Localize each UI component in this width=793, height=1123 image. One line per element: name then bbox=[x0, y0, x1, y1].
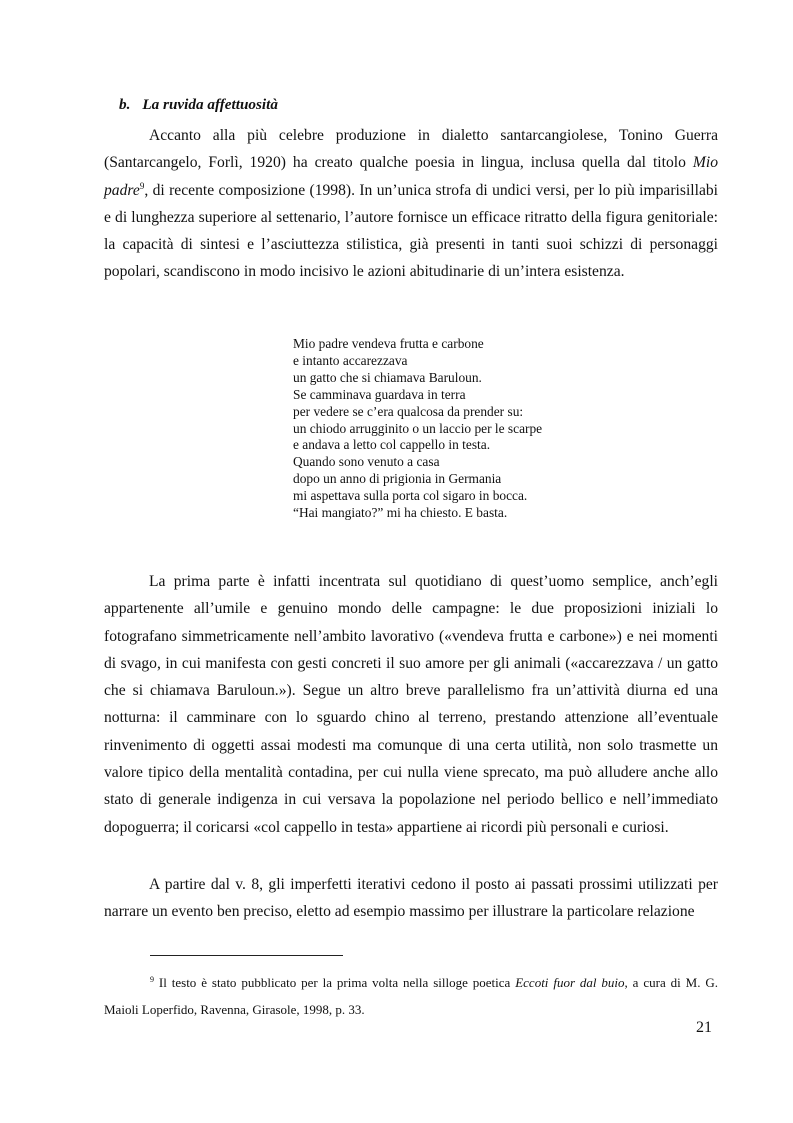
footnote-text-end: , a cura di M. G. Maioli Loperfido, Ravenna, Girasole, 1998, p. 33. bbox=[104, 975, 718, 1017]
paragraph-continuation bbox=[104, 871, 718, 926]
poem-title-reference: Mio padre bbox=[104, 154, 718, 199]
poem-quotation bbox=[293, 336, 542, 522]
poem-line: Quando sono venuto a casa bbox=[293, 454, 440, 470]
poem-line: Se camminava guardava in terra bbox=[293, 386, 466, 402]
poem-line: dopo un anno di prigionia in Germania bbox=[293, 471, 502, 487]
footnote-number: 9 bbox=[150, 975, 154, 984]
section-heading bbox=[119, 96, 278, 114]
paragraph-intro bbox=[104, 122, 718, 286]
footnote-separator bbox=[150, 955, 343, 956]
footnote-reference: 9 bbox=[139, 180, 145, 191]
paragraph-continuation-text: A partire dal v. 8, gli imperfetti iterativi cedono il posto ai passati prossimi utilizzati per narrare un evento ben preciso, eletto ad esempio massimo per illustrare la particolare relazione bbox=[104, 876, 718, 921]
paragraph-analysis-text: La prima parte è infatti incentrata sul quotidiano di quest’uomo semplice, anch’egli appartenente all’umile e genuino mondo delle campagne: le due proposizioni iniziali lo fotografano simmetricamente nell’ambito lavorativo («vendeva frutta e carbone») e nei momenti di svago, in cui manifesta con gesti concreti il suo amore per gli animali («accarezzava / un gatto che si chiamava Baruloun.»). Segue un altro breve parallelismo fra un’attività diurna ed una notturna: il camminare con lo sguardo chino al terreno, prestando attenzione all’eventuale rinvenimento di oggetti assai modesti ma comunque di una certa utilità, non solo trasmette un valore tipico della mentalità contadina, per cui nulla viene sprecato, ma può alludere anche allo stato di generale indigenza in cui versava la popolazione nel periodo bellico e nell’immediato dopoguerra; il coricarsi «col cappello in testa» appartiene ai ricordi più personali e curiosi. bbox=[104, 573, 718, 836]
footnote-text-start: Il testo è stato pubblicato per la prima volta nella silloge poetica bbox=[154, 975, 516, 990]
section-title: La ruvida affettuosità bbox=[142, 96, 278, 113]
paragraph-analysis bbox=[104, 568, 718, 841]
poem-line: e intanto accarezzava bbox=[293, 352, 408, 368]
section-label: b. bbox=[119, 96, 131, 113]
paragraph-intro-text-end: , di recente composizione (1998). In un’unica strofa di undici versi, per lo più imparisillabi e di lunghezza superiore al settenario, l’autore fornisce un efficace ritratto della figura genitoriale: la capacità di sintesi e l’asciuttezza stilistica, già presenti in tanti suoi schizzi di personaggi popolari, scandiscono in modo incisivo le azioni abitudinarie di un’intera esistenza. bbox=[104, 181, 718, 281]
poem-line: “Hai mangiato?” mi ha chiesto. E basta. bbox=[293, 505, 508, 521]
poem-line: e andava a letto col cappello in testa. bbox=[293, 437, 491, 453]
footnote bbox=[104, 969, 718, 1023]
poem-line: un chiodo arrugginito o un laccio per le scarpe bbox=[293, 420, 543, 436]
poem-line: mi aspettava sulla porta col sigaro in bocca. bbox=[293, 488, 528, 504]
poem-line: per vedere se c’era qualcosa da prender su: bbox=[293, 403, 524, 419]
poem-line: un gatto che si chiamava Baruloun. bbox=[293, 369, 482, 385]
poem-line: Mio padre vendeva frutta e carbone bbox=[293, 336, 484, 351]
footnote-book-title: Eccoti fuor dal buio bbox=[515, 975, 625, 990]
page-number: 21 bbox=[696, 1019, 712, 1036]
paragraph-intro-text-start: Accanto alla più celebre produzione in dialetto santarcangiolese, Tonino Guerra (Santarcangelo, Forlì, 1920) ha creato qualche poesia in lingua, inclusa quella dal titolo bbox=[104, 127, 718, 172]
